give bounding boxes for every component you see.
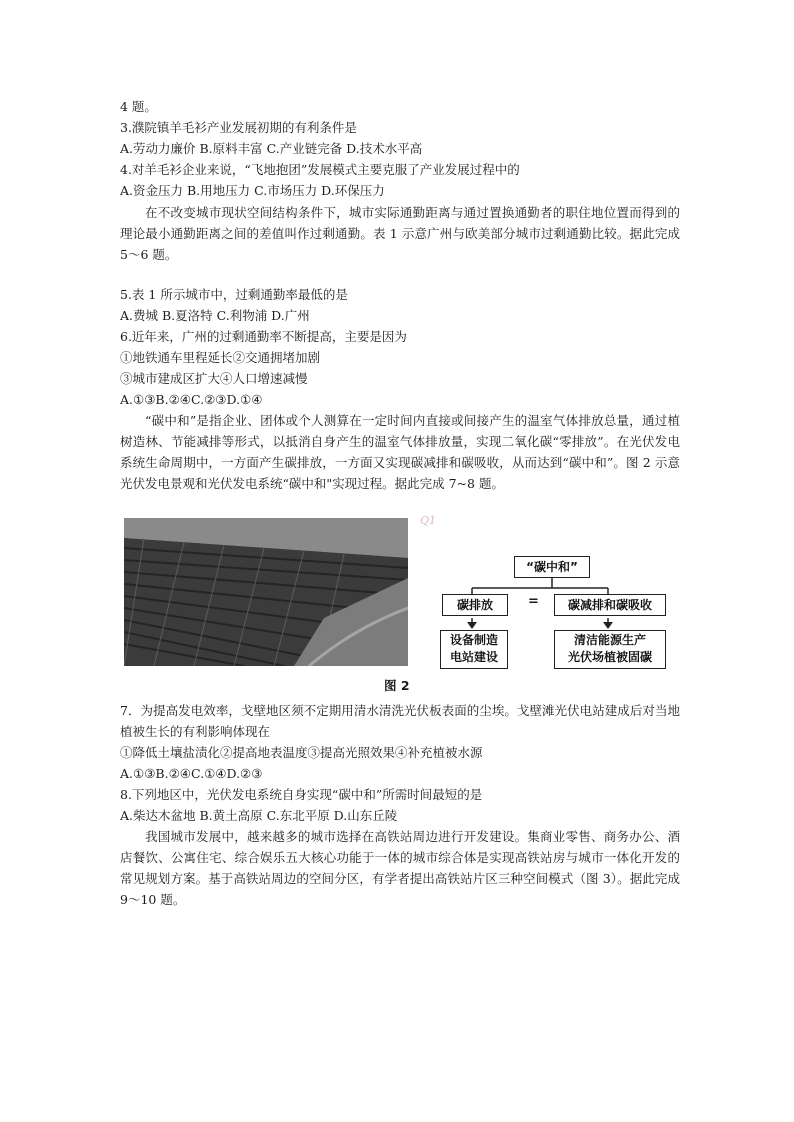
passage-carbon-neutral: “碳中和”是指企业、团体或个人测算在一定时间内直接或间接产生的温室气体排放总量，通过植树造林、节能减排等形式，以抵消自身产生的温室气体排放量，实现二氧化碳“零排放”。在光伏发电系统生命周期中，一方面产生碳排放，一方面又实现碳减排和碳吸收，从而达到“碳中和”。图 2 示意光伏发电景观和光伏发电系统“碳中和"实现过程。据此完成 7~8 题。 (120, 413, 680, 491)
carbon-neutral-flowchart (412, 512, 682, 672)
question-5: 5.表 1 所示城市中，过剩通勤率最低的是 (120, 287, 348, 302)
question-6-options: A.①③B.②④C.②③D.①④ (120, 392, 263, 407)
passage-commute: 在不改变城市现状空间结构条件下，城市实际通勤距离与通过置换通勤者的职住地位置而得到的理论最小通勤距离之间的差值叫作过剩通勤。表 1 示意广州与欧美部分城市过剩通勤比较。据此完成 5～6 题。 (120, 205, 680, 262)
solar-panel-image (124, 518, 408, 666)
bleed-through-text: Q1 (420, 514, 437, 527)
figure-2-label: 图 2 (384, 678, 410, 693)
equals-sign: = (528, 594, 539, 609)
question-7-items: ①降低土壤盐渍化②提高地表温度③提高光照效果④补充植被水源 (120, 745, 483, 760)
flow-box-reduction-absorption: 碳减排和碳吸收 (554, 594, 666, 616)
flow-box-carbon-neutral: “碳中和” (514, 556, 590, 578)
flow-box-equipment-line1: 设备制造 (449, 633, 498, 647)
question-3: 3.濮院镇羊毛衫产业发展初期的有利条件是 (120, 120, 357, 135)
question-5-options: A.费城 B.夏洛特 C.利物浦 D.广州 (120, 308, 310, 323)
solar-farm-photo (124, 518, 408, 666)
flow-box-clean-energy-line2: 光伏场植被固碳 (567, 650, 652, 664)
text-line: 4 题。 (120, 99, 157, 114)
question-7-options: A.①③B.②④C.①④D.②③ (120, 766, 263, 781)
question-8-options: A.柴达木盆地 B.黄土高原 C.东北平原 D.山东丘陵 (120, 808, 398, 823)
passage-high-speed-rail: 我国城市发展中，越来越多的城市选择在高铁站周边进行开发建设。集商业零售、商务办公、酒店餐饮、公寓住宅、综合娱乐五大核心功能于一体的城市综合体是实现高铁站房与城市一体化开发的常见规划方案。基于高铁站周边的空间分区，有学者提出高铁站片区三种空间模式（图 3）。据此完成 9～10 题。 (120, 829, 680, 907)
flow-box-emission: 碳排放 (442, 594, 508, 616)
flow-box-clean-energy (554, 630, 666, 669)
flow-box-equipment (440, 630, 508, 669)
flow-box-equipment-line2: 电站建设 (449, 650, 498, 664)
question-3-options: A.劳动力廉价 B.原料丰富 C.产业链完备 D.技术水平高 (120, 141, 423, 156)
question-6-item-b: ③城市建成区扩大④人口增速减慢 (120, 371, 308, 386)
question-4-options: A.资金压力 B.用地压力 C.市场压力 D.环保压力 (120, 183, 385, 198)
question-4: 4.对羊毛衫企业来说，“飞地抱团”发展模式主要克服了产业发展过程中的 (120, 162, 520, 177)
flow-box-clean-energy-line1: 清洁能源生产 (573, 633, 646, 647)
question-8: 8.下列地区中，光伏发电系统自身实现“碳中和”所需时间最短的是 (120, 787, 483, 802)
question-7: 7．为提高发电效率，戈壁地区须不定期用清水清洗光伏板表面的尘埃。戈壁滩光伏电站建成后对当地植被生长的有利影响体现在 (120, 703, 680, 739)
question-6: 6.近年来，广州的过剩通勤率不断提高，主要是因为 (120, 329, 407, 344)
question-6-item-a: ①地铁通车里程延长②交通拥堵加剧 (120, 350, 321, 365)
